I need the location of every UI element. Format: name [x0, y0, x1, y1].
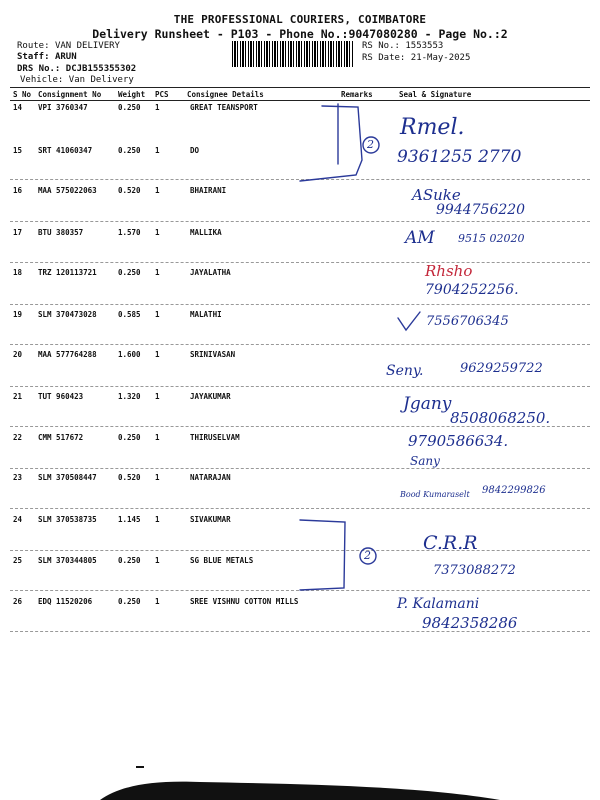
row-sno: 20 [13, 350, 23, 359]
rs-date-value: 21-May-2025 [410, 53, 471, 63]
drs-value: DCJB155355302 [65, 64, 137, 74]
signature-21: Jgany [403, 394, 452, 414]
row-weight: 1.600 [118, 350, 141, 359]
runsheet-subtitle: Delivery Runsheet - P103 - Phone No.:9047080280 - Page No.:2 [92, 27, 508, 41]
row-consignment: MAA 575022063 [38, 186, 97, 195]
row-consignee: JAYAKUMAR [190, 392, 231, 401]
row-weight: 0.250 [118, 433, 141, 442]
row-sno: 26 [13, 597, 23, 606]
row-consignee: MALATHI [190, 310, 222, 319]
row-weight: 0.250 [118, 146, 141, 155]
row-sno: 18 [13, 268, 23, 277]
signature-23b: Bood Kumaraselt [400, 490, 470, 499]
row-weight: 0.520 [118, 186, 141, 195]
col-remarks: Remarks [341, 90, 373, 99]
row-consignment: TUT 960423 [38, 392, 84, 401]
vehicle-label: Vehicle: [20, 75, 64, 85]
row-weight: 1.145 [118, 515, 141, 524]
phone-14-15: 9361255 2770 [397, 147, 522, 167]
row-pcs: 1 [155, 433, 160, 442]
row-consignee: DO [190, 146, 200, 155]
row-consignment: CMM 517672 [38, 433, 84, 442]
row-sno: 15 [13, 146, 23, 155]
route-value: VAN DELIVERY [54, 41, 120, 51]
row-consignee: SIVAKUMAR [190, 515, 231, 524]
row-consignment: SLM 370344805 [38, 556, 97, 565]
row-consignment: SLM 370473028 [38, 310, 97, 319]
row-pcs: 1 [155, 350, 160, 359]
row-weight: 0.250 [118, 268, 141, 277]
row-sno: 21 [13, 392, 23, 401]
row-weight: 1.570 [118, 228, 141, 237]
row-sno: 24 [13, 515, 23, 524]
row-sno: 16 [13, 186, 23, 195]
phone-19: 7556706345 [426, 314, 509, 329]
row-consignee: SREE VISHNU COTTON MILLS [190, 597, 299, 606]
drs-label: DRS No.: [17, 64, 61, 74]
phone-21: 8508068250. [450, 409, 551, 427]
row-consignment: SLM 370508447 [38, 473, 97, 482]
row-weight: 0.250 [118, 597, 141, 606]
row-consignment: VPI 3760347 [38, 103, 88, 112]
row-pcs: 1 [155, 268, 160, 277]
row-consignment: EDQ 11520206 [38, 597, 93, 606]
signature-25: C.R.R [423, 532, 478, 554]
row-consignee: SG BLUE METALS [190, 556, 254, 565]
rs-date-label: RS Date: [362, 53, 406, 63]
row-pcs: 1 [155, 473, 160, 482]
row-pcs: 1 [155, 310, 160, 319]
row-pcs: 1 [155, 515, 160, 524]
signature-14-15: Rmel. [400, 115, 465, 140]
signature-23: Sany [410, 454, 440, 468]
row-consignee: MALLIKA [190, 228, 222, 237]
row-sno: 25 [13, 556, 23, 565]
row-pcs: 1 [155, 103, 160, 112]
phone-17: 9515 02020 [458, 232, 525, 245]
row-sno: 14 [13, 103, 23, 112]
row-consignment: SRT 41060347 [38, 146, 93, 155]
signature-18: Rhsho [425, 262, 473, 280]
col-pcs: PCS [155, 90, 169, 99]
row-pcs: 1 [155, 146, 160, 155]
col-weight: Weight [118, 90, 146, 99]
signature-17: AM [405, 228, 435, 248]
phone-23: 9842299826 [482, 485, 546, 496]
row-sno: 19 [13, 310, 23, 319]
signature-16: ASuke [412, 186, 461, 204]
row-weight: 0.250 [118, 103, 141, 112]
signature-20: Seny. [386, 363, 424, 379]
staff-value: ARUN [54, 52, 77, 62]
col-consignee: Consignee Details [187, 90, 264, 99]
row-consignee: NATARAJAN [190, 473, 231, 482]
phone-22: 9790586634. [408, 432, 509, 450]
row-pcs: 1 [155, 556, 160, 565]
phone-16: 9944756220 [436, 202, 526, 218]
row-weight: 0.250 [118, 556, 141, 565]
row-weight: 0.585 [118, 310, 141, 319]
row-sno: 17 [13, 228, 23, 237]
phone-26: 9842358286 [422, 614, 518, 632]
row-consignee: JAYALATHA [190, 268, 231, 277]
route-label: Route: [17, 41, 50, 51]
row-consignee: SRINIVASAN [190, 350, 236, 359]
row-consignee: THIRUSELVAM [190, 433, 240, 442]
company-title: THE PROFESSIONAL COURIERS, COIMBATORE [173, 13, 427, 26]
row-pcs: 1 [155, 392, 160, 401]
scan-shadow-shape [100, 782, 500, 800]
phone-25: 7373088272 [433, 563, 516, 578]
row-consignment: MAA 577764288 [38, 350, 97, 359]
row-consignment: TRZ 120113721 [38, 268, 97, 277]
row-weight: 1.320 [118, 392, 141, 401]
col-sno: S No [13, 90, 32, 99]
row-consignee: BHAIRANI [190, 186, 227, 195]
remark-number-bottom: 2 [364, 549, 371, 562]
rs-no-value: 1553553 [405, 41, 444, 51]
staff-label: Staff: [17, 52, 50, 62]
row-sno: 22 [13, 433, 23, 442]
remark-number-top: 2 [367, 138, 374, 151]
scan-speck [136, 766, 144, 768]
row-consignment: SLM 370538735 [38, 515, 97, 524]
row-weight: 0.520 [118, 473, 141, 482]
col-signature: Seal & Signature [399, 90, 472, 99]
row-pcs: 1 [155, 228, 160, 237]
phone-18: 7904252256. [425, 282, 519, 298]
row-consignment: BTU 380357 [38, 228, 84, 237]
phone-20: 9629259722 [460, 361, 543, 376]
rs-no-label: RS No.: [362, 41, 400, 51]
signature-26: P. Kalamani [397, 596, 480, 612]
row-sno: 23 [13, 473, 23, 482]
row-pcs: 1 [155, 597, 160, 606]
vehicle-value: Van Delivery [68, 75, 134, 85]
row-consignee: GREAT TEANSPORT [190, 103, 258, 112]
col-consignment: Consignment No [38, 90, 102, 99]
row-pcs: 1 [155, 186, 160, 195]
